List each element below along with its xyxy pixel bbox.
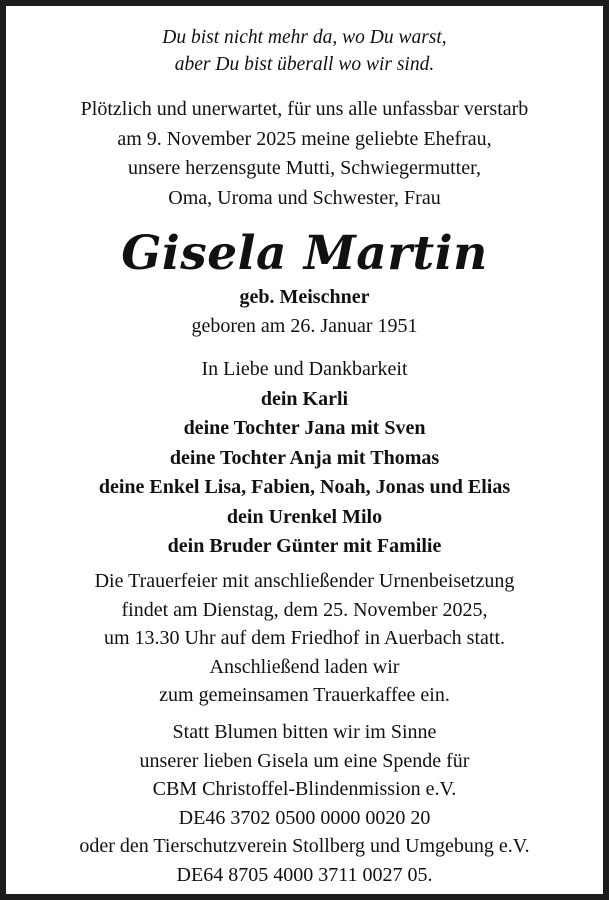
donation-iban: DE46 3702 0500 0000 0020 20: [178, 806, 431, 829]
mourners-intro: In Liebe und Dankbarkeit: [201, 358, 408, 380]
quote-line: Du bist nicht mehr da, wo Du warst,: [162, 27, 447, 48]
donation-recipient: CBM Christoffel-Blindenmission e.V.: [152, 778, 457, 800]
donation-recipient: oder den Tierschutzverein Stollberg und Umgebung e.V.: [79, 835, 530, 857]
announcement-line: Oma, Uroma und Schwester, Frau: [168, 186, 441, 209]
funeral-line: zum gemeinsamen Trauerkaffee ein.: [159, 684, 450, 706]
funeral-line: Die Trauerfeier mit anschließender Urnenbeisetzung: [94, 570, 515, 592]
mourner-entry: dein Bruder Günter mit Familie: [167, 535, 442, 557]
announcement-line: am 9. November 2025 meine geliebte Ehefrau,: [117, 127, 492, 150]
birth-date: geboren am 26. Januar 1951: [191, 315, 418, 337]
funeral-details: [6, 567, 603, 710]
mourner-entry: deine Enkel Lisa, Fabien, Noah, Jonas und Elias: [98, 476, 511, 498]
memorial-quote: [6, 24, 603, 78]
quote-line: aber Du bist überall wo wir sind.: [174, 54, 435, 75]
mourner-entry: dein Urenkel Milo: [226, 505, 383, 528]
mourner-entry: deine Tochter Jana mit Sven: [183, 417, 426, 439]
maiden-name: geb. Meischner: [239, 286, 370, 308]
donation-line: unserer lieben Gisela um eine Spende für: [139, 749, 470, 772]
announcement-line: Plötzlich und unerwartet, für uns alle unfassbar verstarb: [80, 98, 529, 120]
funeral-line: findet am Dienstag, dem 25. November 2025,: [121, 598, 488, 621]
announcement-line: unsere herzensgute Mutti, Schwiegermutter,: [128, 157, 481, 179]
donation-iban: DE64 8705 4000 3711 0027 05.: [176, 863, 433, 886]
mourners-list: [6, 355, 603, 562]
donation-request: [6, 718, 603, 889]
mourner-entry: dein Karli: [260, 387, 349, 410]
donation-line: Statt Blumen bitten wir im Sinne: [172, 721, 437, 743]
funeral-line: um 13.30 Uhr auf dem Friedhof in Auerbach statt.: [103, 627, 506, 649]
deceased-name: Gisela Martin: [121, 226, 488, 281]
funeral-line: Anschließend laden wir: [209, 655, 400, 678]
death-announcement: [6, 95, 603, 213]
mourner-entry: deine Tochter Anja mit Thomas: [169, 446, 440, 469]
